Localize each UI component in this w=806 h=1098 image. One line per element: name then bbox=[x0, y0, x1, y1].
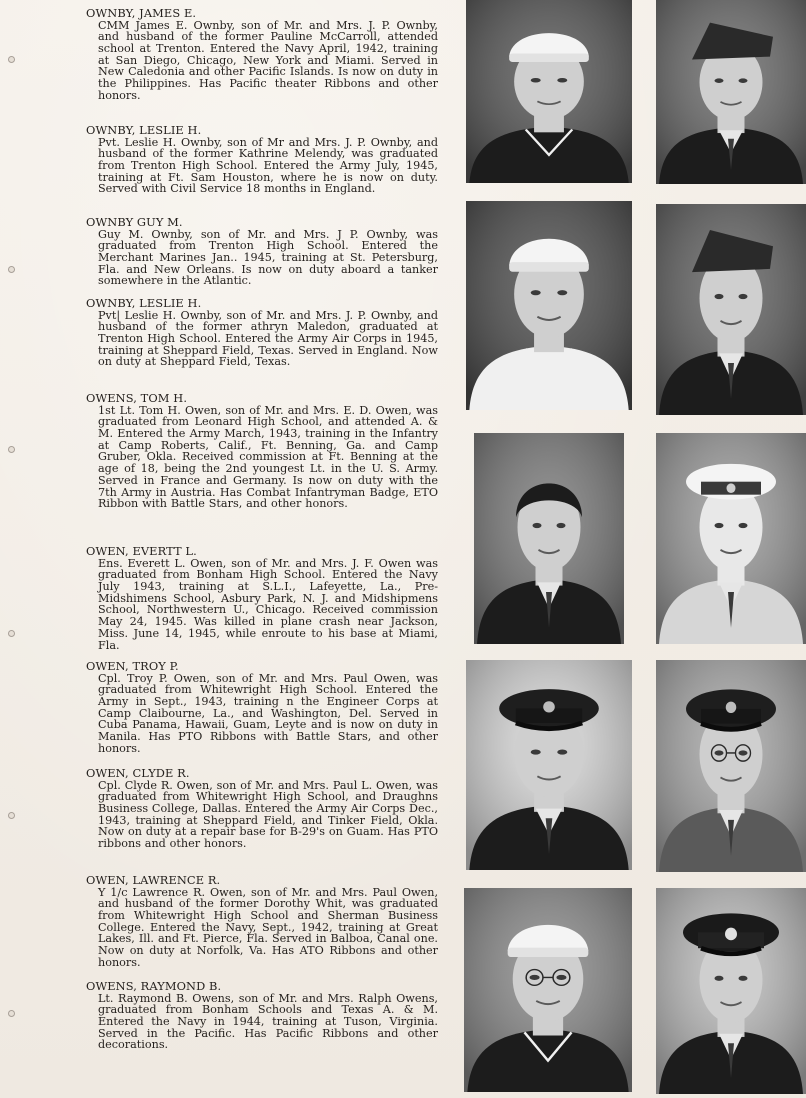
entry-body: Y 1/c Lawrence R. Owen, son of Mr. and Mrs. Paul Owen, and husband of the former Dorothy Whit, was graduated from Whitewright High School and Sherman Business College. Entered the Navy, Sept., 1942, training at Great Lakes, Ill. and Ft. Pierce, Fla. Served in Balboa, Canal one. Now on duty at Norfolk, Va. Has ATO Ribbons and other honors. bbox=[98, 885, 438, 969]
portrait-photo bbox=[656, 888, 806, 1094]
portrait-figure bbox=[466, 660, 632, 870]
binder-hole bbox=[8, 446, 15, 453]
portrait-photo bbox=[466, 660, 632, 870]
portrait-figure bbox=[656, 0, 806, 184]
entry-body: Cpl. Troy P. Owen, son of Mr. and Mrs. Paul Owen, was graduated from Whitewright High School. Entered the Army in Sept., 1943, training n the Engineer Corps at Camp Claibourne, La., and Washington, Del. Served in Cuba Panama, Hawaii, Guam, Leyte and is now on duty in Manila. Has PTO Ribbons with Battle Stars, and other honors. bbox=[98, 671, 438, 755]
biography-entry bbox=[86, 661, 438, 755]
portrait-figure bbox=[474, 433, 624, 644]
entry-name: OWEN, TROY P. bbox=[86, 659, 179, 673]
biography-entry bbox=[86, 393, 438, 510]
entry-body: Ens. Everett L. Owen, son of Mr. and Mrs. J. F. Owen was graduated from Bonham High School. Entered the Navy July 1943, training at S.L.I., Lafeyette, La., Pre-Midshimens School, Asbury Park, N. J. and Midshipmens School, Northwestern U., Chicago. Received commission May 24, 1945. Was killed in plane crash near Jackson, Miss. June 14, 1945, while enroute to his base at Miami, Fla. bbox=[98, 556, 438, 652]
biography-entry bbox=[86, 8, 438, 102]
biography-entry bbox=[86, 217, 438, 287]
portrait-figure bbox=[656, 888, 806, 1094]
entry-body: 1st Lt. Tom H. Owen, son of Mr. and Mrs. E. D. Owen, was graduated from Leonard High School, and attended A. & M. Entered the Army March, 1943, training in the Infantry at Camp Roberts, Calif., Ft. Benning, Ga. and Camp Gruber, Okla. Received commission at Ft. Benning at the age of 18, being the 2nd youngest Lt. in the U. S. Army. Served in France and Germany. Is now on duty with the 7th Army in Austria. Has Combat Infantryman Badge, ETO Ribbon with Battle Stars, and other honors. bbox=[98, 403, 438, 511]
portrait-photo bbox=[656, 0, 806, 184]
binder-hole bbox=[8, 630, 15, 637]
biography-entry bbox=[86, 546, 438, 651]
entry-name: OWNBY, LESLIE H. bbox=[86, 123, 202, 137]
portrait-figure bbox=[656, 660, 806, 872]
binder-hole bbox=[8, 56, 15, 63]
binder-hole bbox=[8, 812, 15, 819]
biography-entry bbox=[86, 875, 438, 969]
entry-body: Guy M. Ownby, son of Mr. and Mrs. J P. Ownby, was graduated from Trenton High School. Entered the Merchant Marines Jan.. 1945, training at St. Petersburg, Fla. and New Orleans. Is now on duty aboard a tanker somewhere in the Atlantic. bbox=[98, 227, 438, 288]
portrait-figure bbox=[656, 204, 806, 415]
portrait-figure bbox=[466, 201, 632, 410]
portrait-photo bbox=[656, 204, 806, 415]
entry-body: Pvt| Leslie H. Ownby, son of Mr. and Mrs. J. P. Ownby, and husband of the former athryn Maledon, graduated at Trenton High School. Entered the Army Air Corps in 1945, training at Sheppard Field, Texas. Served in England. Now on duty at Sheppard Field, Texas. bbox=[98, 308, 438, 369]
binder-holes bbox=[8, 0, 16, 1098]
portrait-photo bbox=[474, 433, 624, 644]
entry-body: CMM James E. Ownby, son of Mr. and Mrs. J. P. Ownby, and husband of the former Pauline McCarroll, attended school at Trenton. Entered the Navy April, 1942, training at San Diego, Chicago, New York and Miami. Served in New Caledonia and other Pacific Islands. Is now on duty in the Philippines. Has Pacific theater Ribbons and other honors. bbox=[98, 18, 438, 102]
biography-entry bbox=[86, 125, 438, 195]
entry-name: OWEN, CLYDE R. bbox=[86, 766, 190, 780]
portrait-photo bbox=[656, 433, 806, 644]
biography-entry bbox=[86, 768, 438, 850]
binder-hole bbox=[8, 1010, 15, 1017]
entry-name: OWEN, LAWRENCE R. bbox=[86, 873, 221, 887]
portrait-photo bbox=[656, 660, 806, 872]
entry-body: Cpl. Clyde R. Owen, son of Mr. and Mrs. Paul L. Owen, was graduated from Whitewright High School, and Draughns Business College, Dallas. Entered the Army Air Corps Dec., 1943, training at Sheppard Field, and Tinker Field, Okla. Now on duty at a repair base for B-29's on Guam. Has PTO ribbons and other honors. bbox=[98, 778, 438, 851]
biography-entry bbox=[86, 298, 438, 368]
portrait-photo bbox=[466, 201, 632, 410]
portrait-figure bbox=[656, 433, 806, 644]
entry-name: OWEN, EVERTT L. bbox=[86, 544, 197, 558]
portrait-photo bbox=[464, 888, 632, 1092]
entry-name: OWNBY GUY M. bbox=[86, 215, 183, 229]
portrait-photo bbox=[466, 0, 632, 183]
entry-name: OWNBY, JAMES E. bbox=[86, 6, 197, 20]
portrait-figure bbox=[466, 0, 632, 183]
biography-entry bbox=[86, 981, 438, 1051]
entry-name: OWNBY, LESLIE H. bbox=[86, 296, 202, 310]
binder-hole bbox=[8, 266, 15, 273]
entry-name: OWENS, TOM H. bbox=[86, 391, 188, 405]
portrait-figure bbox=[464, 888, 632, 1092]
entry-body: Pvt. Leslie H. Ownby, son of Mr and Mrs. J. P. Ownby, and husband of the former Kathrine Melendy, was graduated from Trenton High School. Entered the Army July, 1945, training at Ft. Sam Houston, where he is now on duty. Served with Civil Service 18 months in England. bbox=[98, 135, 438, 196]
entry-name: OWENS, RAYMOND B. bbox=[86, 979, 222, 993]
entry-body: Lt. Raymond B. Owens, son of Mr. and Mrs. Ralph Owens, graduated from Bonham Schools and Texas A. & M. Entered the Navy in 1944, training at Tuson, Virginia. Served in the Pacific. Has Pacific Ribbons and other decorations. bbox=[98, 991, 438, 1052]
